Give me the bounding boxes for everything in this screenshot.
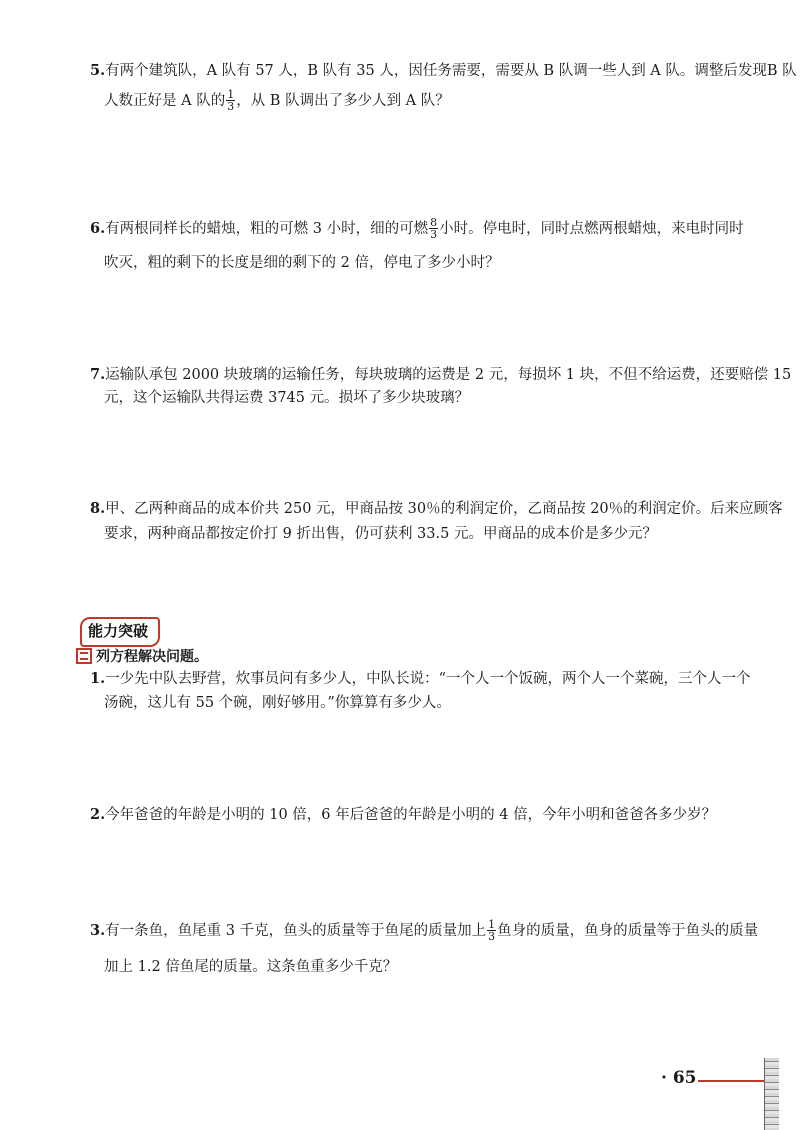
problem-text: 有一条鱼，鱼尾重 3 千克，鱼头的质量等于鱼尾的质量加上 [105,923,487,939]
problem-line [104,955,397,979]
fraction-denominator: 3 [430,227,438,241]
problem-number: 1. [90,670,106,687]
problem-line [90,667,751,691]
page-edge-strip [764,1058,779,1130]
fraction-numerator: 8 [430,215,438,229]
problem-text: 吹灭，粗的剩下的长度是细的剩下的 2 倍，停电了多少小时？ [104,255,500,271]
problem-line [90,59,797,83]
problem-text: 人数正好是 A 队的 [104,93,226,109]
page-number-rule [698,1080,768,1082]
problem-text: 汤碗，这儿有 55 个碗，刚好够用。”你算算有多少人。 [104,695,451,711]
problem-number: 3. [90,922,106,939]
problem-line [90,919,758,943]
fraction-denominator: 3 [227,99,235,113]
problem-text: 有两个建筑队，A 队有 57 人，B 队有 35 人，因任务需要，需要从 B 队调一些人到 A 队。调整后发现B 队 [105,63,797,79]
problem-text: 有两根同样长的蜡烛，粗的可燃 3 小时，细的可燃 [105,221,429,237]
problem-number: 5. [90,62,106,79]
fraction [487,919,496,942]
problem-line [90,217,744,241]
problem-text: 运输队承包 2000 块玻璃的运输任务，每块玻璃的运费是 2 元，每损坏 1 块，不但不给运费，还要赔偿 15 [105,367,792,383]
problem-text: 今年爸爸的年龄是小明的 10 倍，6 年后爸爸的年龄是小明的 4 倍，今年小明和爸爸各多少岁？ [105,807,717,823]
problem-text: 鱼身的质量，鱼身的质量等于鱼头的质量 [497,923,759,939]
problem-text: ，从 B 队调出了多少人到 A 队？ [236,93,450,109]
fraction [429,217,438,240]
problem-line [104,386,469,410]
problem-text: 元，这个运输队共得运费 3745 元。损坏了多少块玻璃？ [104,390,470,406]
problem-text: 加上 1.2 倍鱼尾的质量。这条鱼重多少千克？ [104,959,398,975]
problem-number: 7. [90,366,106,383]
problem-text: 一少先中队去野营，炊事员问有多少人，中队长说：“一个人一个饭碗，两个人一个菜碗，三个人一个 [105,671,751,687]
problem-line [90,803,716,827]
section-three-icon [76,648,92,664]
problem-text: 要求，两种商品都按定价打 9 折出售，仍可获利 33.5 元。甲商品的成本价是多少元？ [104,526,657,542]
problem-number: 6. [90,220,106,237]
fraction [226,89,235,112]
problem-number: 2. [90,806,106,823]
section-badge: 能力突破 [80,617,160,647]
problem-line [90,497,783,521]
problem-line [104,89,450,113]
problem-line [104,691,451,715]
problem-text: 小时。停电时，同时点燃两根蜡烛，来电时同时 [439,221,744,237]
page-number: · 65 [661,1068,697,1088]
problem-line [104,522,657,546]
fraction-numerator: 1 [227,87,235,101]
problem-text: 甲、乙两种商品的成本价共 250 元，甲商品按 30％的利润定价，乙商品按 20％的利润定价。后来应顾客 [105,501,783,517]
problem-line [104,251,499,275]
problem-line [90,363,791,387]
fraction-denominator: 3 [488,929,496,943]
fraction-numerator: 1 [488,917,496,931]
sub-heading [76,647,208,667]
problem-number: 8. [90,500,106,517]
sub-heading-text: 列方程解决问题。 [96,649,208,665]
